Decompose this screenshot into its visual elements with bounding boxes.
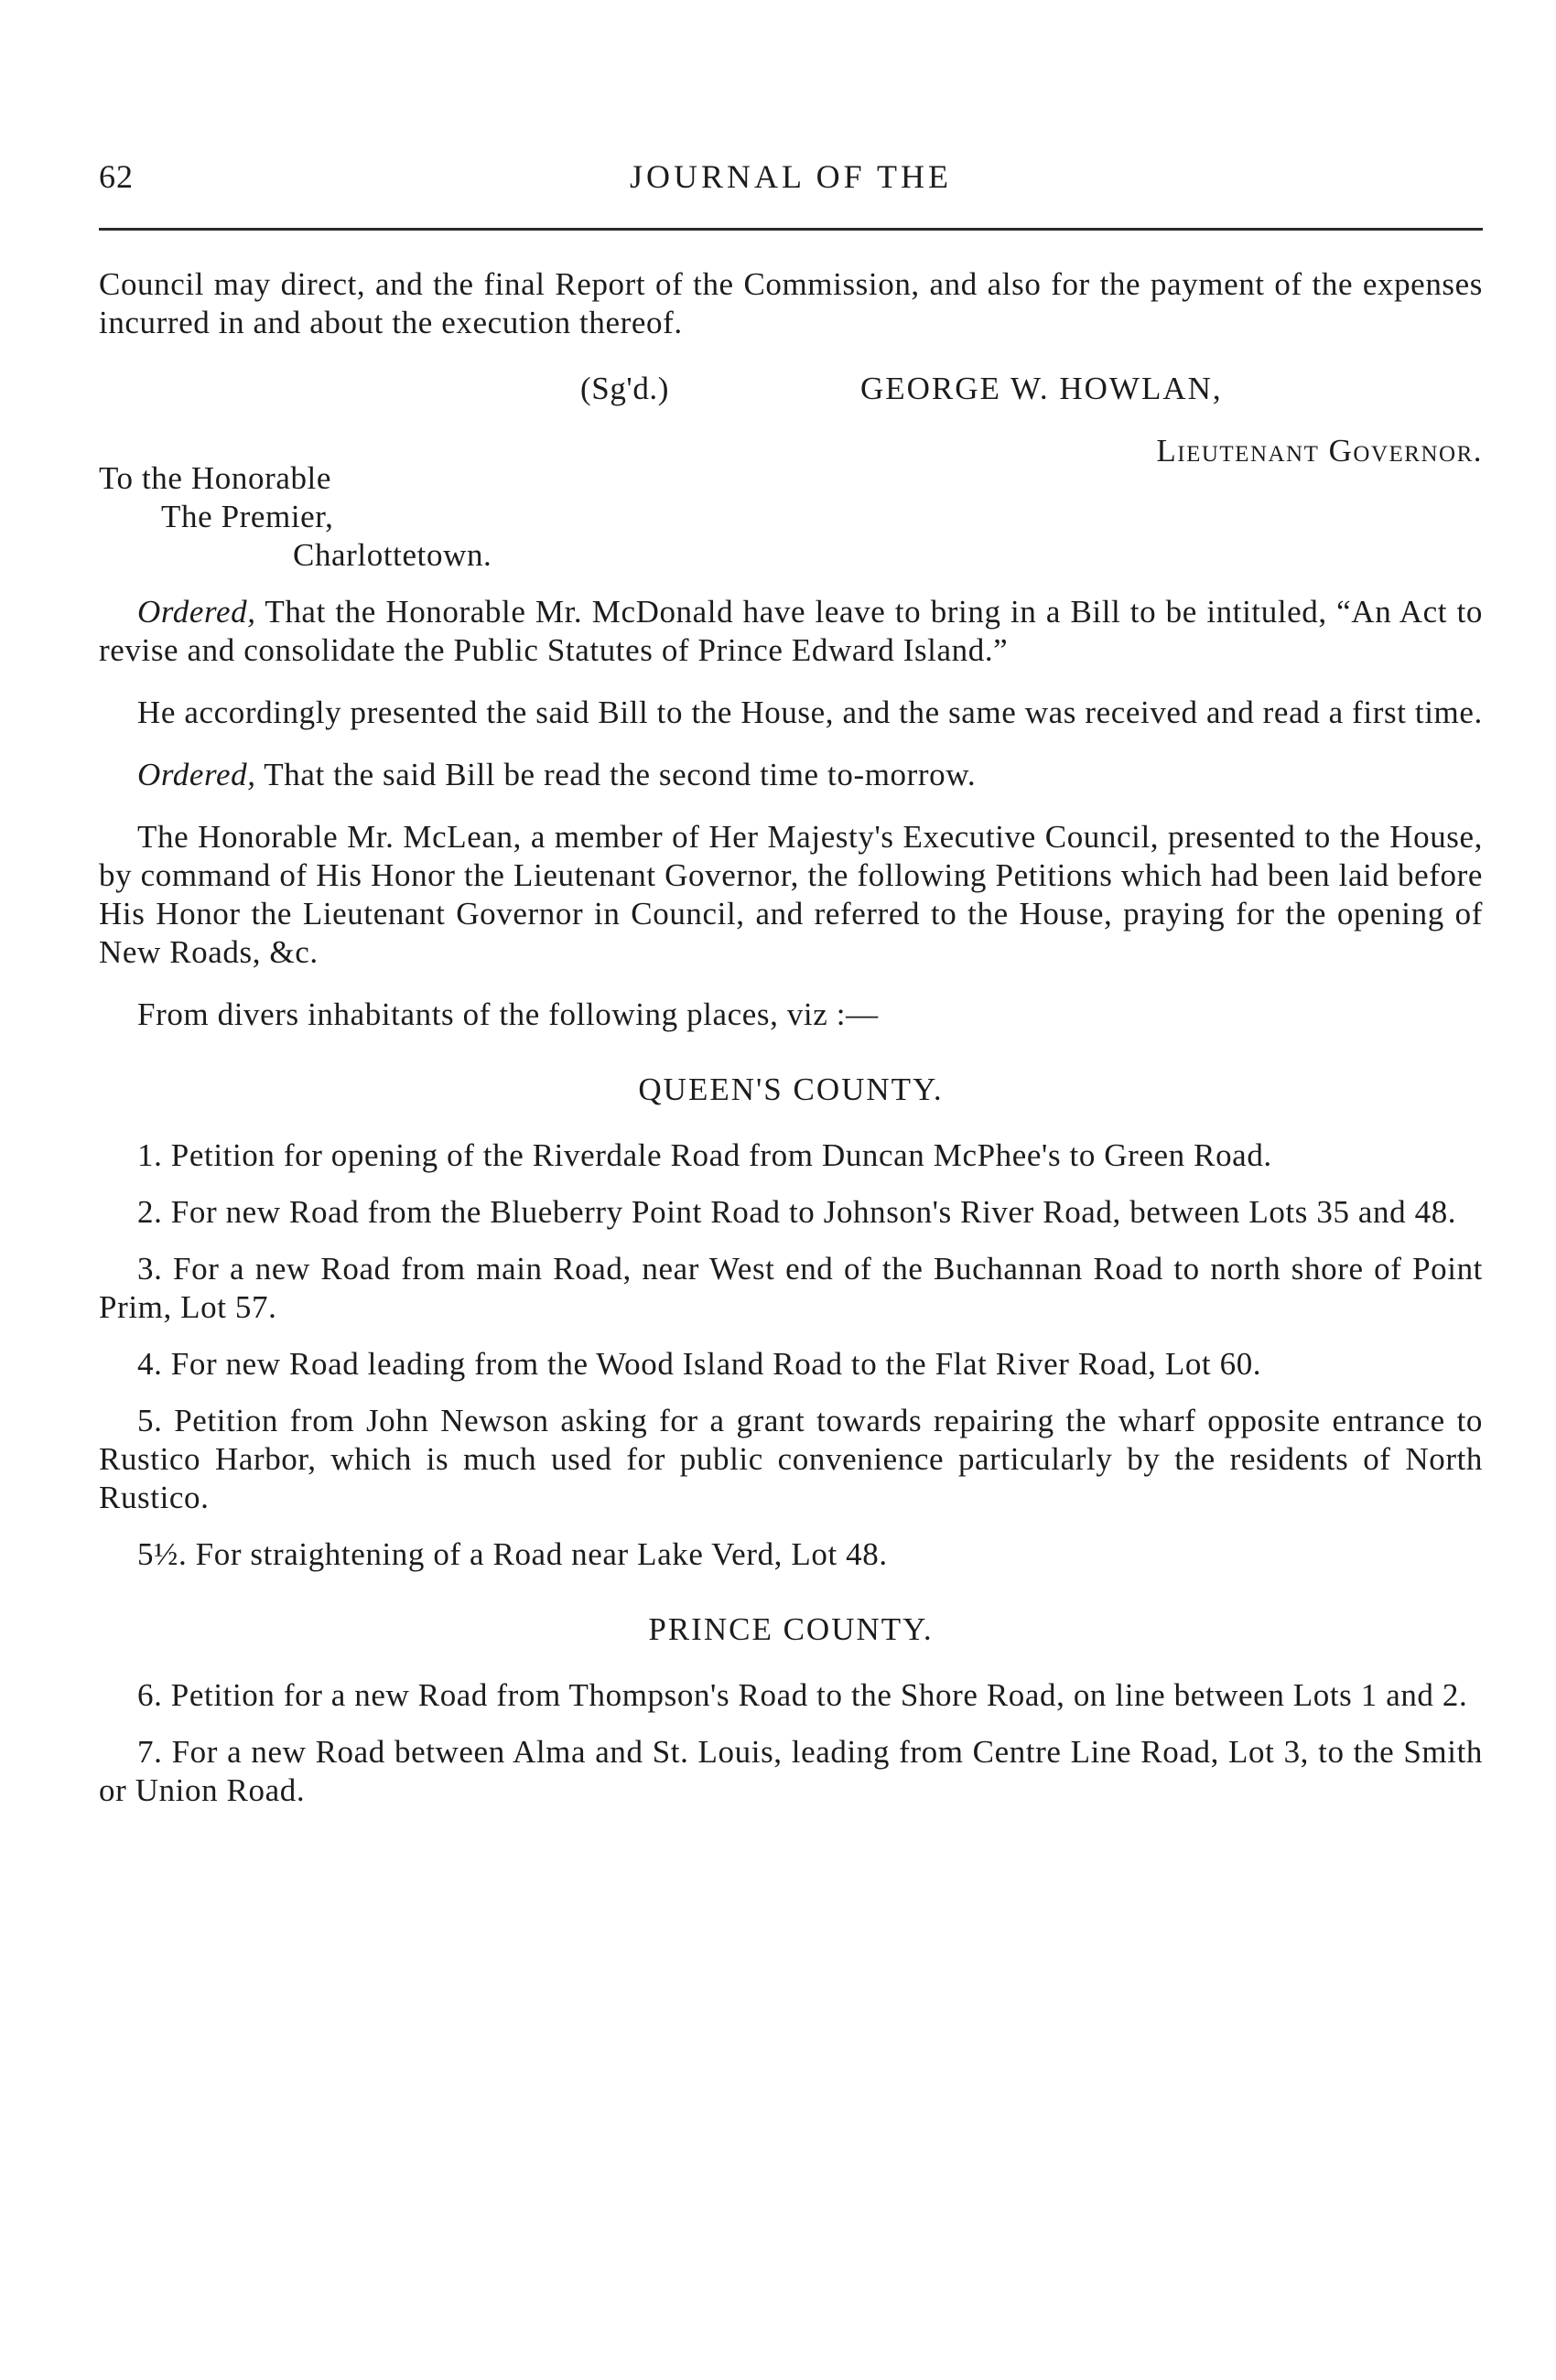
page-body (99, 265, 1483, 1810)
signatory-name: GEORGE W. HOWLAN, (860, 371, 1223, 406)
petition-item (99, 1402, 1483, 1517)
order-text: That the said Bill be read the second time to-morrow. (255, 757, 977, 792)
item-number: 5. (137, 1403, 163, 1438)
address-line-3: Charlottetown. (293, 537, 492, 573)
item-number: 1. (137, 1137, 163, 1173)
item-text: For a new Road between Alma and St. Louis, leading from Centre Line Road, Lot 3, to the Smith or Union Road. (99, 1734, 1483, 1808)
item-text: For new Road leading from the Wood Island Road to the Flat River Road, Lot 60. (162, 1346, 1262, 1382)
address-block (99, 459, 1483, 575)
running-head: JOURNAL OF THE (629, 158, 952, 195)
petition-item (99, 1676, 1483, 1715)
page-number: 62 (99, 158, 134, 195)
queens-county-heading: QUEEN'S COUNTY. (638, 1072, 944, 1107)
inhabitants-paragraph: From divers inhabitants of the following places, viz :— (137, 996, 879, 1032)
item-number: 4. (137, 1346, 163, 1382)
signed-mark: (Sg'd.) (580, 371, 670, 406)
item-number: 3. (137, 1251, 163, 1287)
item-text: For a new Road from main Road, near West end of the Buchannan Road to north shore of Point Prim, Lot 57. (99, 1251, 1483, 1325)
order-paragraph-2 (99, 756, 1483, 794)
item-number: 7. (137, 1734, 163, 1770)
presentation-paragraph: He accordingly presented the said Bill to the House, and the same was received and read a first time. (137, 695, 1483, 730)
intro-paragraph: Council may direct, and the final Report of the Commission, and also for the payment of the expenses incurred in and about the execution thereof. (99, 266, 1483, 340)
item-number: 2. (137, 1194, 163, 1230)
petition-item (99, 1733, 1483, 1810)
item-number: 5½. (137, 1536, 188, 1572)
petition-item (99, 1250, 1483, 1327)
petitions-intro-paragraph: The Honorable Mr. McLean, a member of Her Majesty's Executive Council, presented to the House, by command of His Honor the Lieutenant Governor, the following Petitions which had been laid before His Honor the Lieutenant Governor in Council, and referred to the House, praying for the opening of New Roads, &c. (99, 819, 1483, 970)
item-text: For straightening of a Road near Lake Verd, Lot 48. (187, 1536, 888, 1572)
petition-item (99, 1535, 1483, 1574)
signatory-title-row (99, 432, 1483, 470)
signatory-title: Lieutenant Governor. (1156, 433, 1483, 468)
petition-item (99, 1345, 1483, 1384)
header-rule (99, 228, 1483, 231)
ordered-lead: Ordered, (137, 594, 256, 630)
petition-item (99, 1136, 1483, 1175)
signature-line (99, 370, 1483, 408)
prince-county-heading: PRINCE COUNTY. (648, 1611, 934, 1647)
order-paragraph-1 (99, 593, 1483, 670)
petition-item (99, 1193, 1483, 1232)
item-text: Petition for a new Road from Thompson's Road to the Shore Road, on line between Lots 1 and 2. (162, 1677, 1468, 1713)
item-text: Petition from John Newson asking for a grant towards repairing the wharf opposite entrance to Rustico Harbor, which is much used for public convenience particularly by the residents of North Rustico. (99, 1403, 1483, 1515)
page-header (99, 157, 1483, 201)
item-number: 6. (137, 1677, 163, 1713)
address-line-1: To the Honorable (99, 460, 332, 496)
item-text: Petition for opening of the Riverdale Road from Duncan McPhee's to Green Road. (162, 1137, 1272, 1173)
order-text: That the Honorable Mr. McDonald have leave to bring in a Bill to be intituled, “An Act to revise and consolidate the Public Statutes of Prince Edward Island.” (99, 594, 1483, 668)
item-text: For new Road from the Blueberry Point Road to Johnson's River Road, between Lots 35 and 48. (162, 1194, 1457, 1230)
address-line-2: The Premier, (161, 499, 334, 534)
ordered-lead: Ordered, (137, 757, 256, 792)
